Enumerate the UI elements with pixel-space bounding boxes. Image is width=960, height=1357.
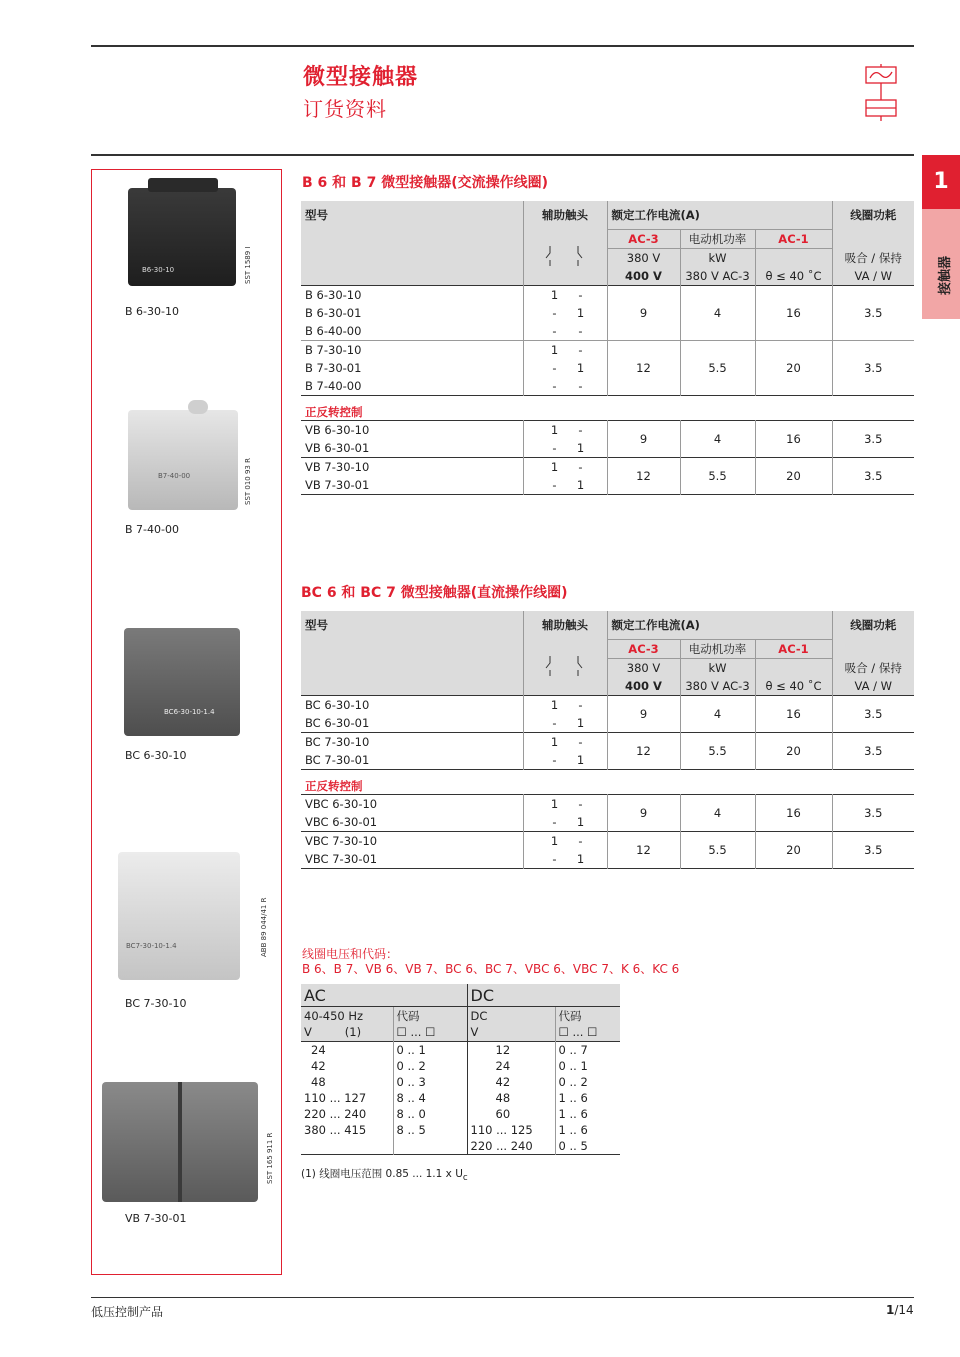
table-row: VB 7-30-10 (305, 460, 370, 474)
contactor-symbol-icon (864, 64, 898, 122)
coil-voltage-heading: 线圈电压和代码： (302, 947, 399, 961)
table-row: B 7-30-01 (305, 361, 362, 375)
ac-code-sub: ☐ ... ☐ (396, 1025, 436, 1039)
v400-label: 400 V (625, 679, 662, 693)
dc-contactor-table: 型号 辅助触头 额定工作电流(A) 线圈功耗 AC-3 电动机功率 AC-1 380 V 400 V kW 380 V AC-3 θ ≤ 40 ˚C 吸合 / 保持 VA / W BC 6-30-10 1 - 9 4 16 3.5 BC 6-30-01 - 1 BC 7-30-10 1 - 12 5.5 20 3.5 BC 7-30-01 - 1 正反转控制 VBC 6-30-10 1 - 9 4 16 3.5 VBC 6-30-01 - 1 VBC 7-30-10 1 - 12 5.5 20 3.5 VBC 7-30-01 - 1 (301, 611, 914, 869)
table-row: VB 7-30-01 (305, 478, 370, 492)
theta-label: θ ≤ 40 ˚C (755, 249, 832, 286)
table-row: B 7-40-00 (305, 379, 362, 393)
chapter-label-tab (922, 209, 960, 319)
table-row: VBC 6-30-10 (305, 797, 378, 811)
table-row: BC 7-30-01 (305, 753, 370, 767)
coil-voltage-models: B 6、B 7、VB 6、VB 7、BC 6、BC 7、VBC 6、VBC 7、K 6、KC 6 (302, 962, 680, 976)
ac3-label: AC-3 (607, 230, 680, 249)
photo-caption-bc7: BC 7-30-10 (125, 997, 187, 1010)
dc-section-title: BC 6 和 BC 7 微型接触器(直流操作线圈) (301, 585, 568, 601)
table-row: B 6-30-01 (305, 306, 362, 320)
col-coil: 线圈功耗 (832, 611, 914, 640)
photo-code-b7: SST 010 93 R (244, 458, 252, 505)
page-subtitle: 订货资料 (303, 97, 387, 121)
aux-contact-icon (542, 244, 588, 268)
ac-label: AC (304, 985, 326, 1005)
col-current: 额定工作电流(A) (607, 201, 832, 230)
dc-label: DC (467, 984, 620, 1007)
theta-label: θ ≤ 40 ˚C (755, 659, 832, 696)
motor-power-label: 电动机功率 (680, 230, 755, 249)
col-aux: 辅助触头 (523, 611, 607, 640)
aux-contact-symbol (523, 640, 607, 696)
col-aux: 辅助触头 (523, 201, 607, 230)
ac-sub2: V (1) (304, 1025, 362, 1039)
col-model: 型号 (305, 208, 328, 222)
ac3-label: AC-3 (607, 640, 680, 659)
product-print-b6: B6-30-10 (142, 266, 175, 274)
product-photo-b7 (128, 410, 238, 510)
page-number: 1/14 (886, 1303, 914, 1317)
reverse-control-label: 正反转控制 (305, 779, 363, 793)
v400-label: 400 V (625, 269, 662, 283)
col-model: 型号 (305, 618, 328, 632)
table-row: VB 6-30-01 (305, 441, 370, 455)
motor-power-label: 电动机功率 (680, 640, 755, 659)
photo-caption-vb7: VB 7-30-01 (125, 1212, 187, 1225)
table-row: B 7-30-10 (305, 343, 362, 357)
chapter-number-tab: 1 (922, 155, 960, 209)
reverse-control-label: 正反转控制 (305, 405, 363, 419)
coil-sub2: VA / W (854, 678, 893, 693)
photo-caption-bc6: BC 6-30-10 (125, 749, 187, 762)
ac1-label: AC-1 (755, 230, 832, 249)
product-print-bc7: BC7-30-10-1.4 (126, 942, 177, 950)
coil-sub2: VA / W (854, 268, 893, 283)
v380-label: 380 V (626, 251, 661, 265)
table-row: B 6-40-00 (305, 324, 362, 338)
col-current: 额定工作电流(A) (607, 611, 832, 640)
coil-sub1: 吸合 / 保持 (844, 660, 902, 675)
table-row: BC 6-30-01 (305, 716, 370, 730)
photo-code-b6: SST 1589 I (244, 246, 252, 284)
product-photo-vb7 (102, 1082, 258, 1202)
table-row: VB 6-30-10 (305, 423, 370, 437)
product-print-bc6: BC6-30-10-1.4 (164, 708, 215, 716)
dc-sub1: DC (470, 1009, 488, 1023)
ac1-label: AC-1 (755, 640, 832, 659)
dc-sub2: V (470, 1025, 479, 1039)
photo-caption-b7: B 7-40-00 (125, 523, 179, 536)
table-row: BC 7-30-10 (305, 735, 370, 749)
ac-sub1: 40-450 Hz (304, 1009, 364, 1023)
kw-sub-label: 380 V AC-3 (685, 679, 750, 693)
ac-section-title: B 6 和 B 7 微型接触器(交流操作线圈) (302, 175, 548, 191)
photo-code-bc7: ABB 89 044/41 R (260, 897, 268, 957)
kw-label: kW (708, 661, 727, 675)
photo-code-vb7: SST 165 911 R (266, 1132, 274, 1184)
kw-label: kW (708, 251, 727, 265)
chapter-label: 接触器 (938, 255, 953, 295)
coil-voltage-table: AC DC 40-450 Hz V (1) 代码 ☐ ... ☐ DC V 代码 ☐ ... ☐ 24 0 .. 1 12 0 .. 7 42 0 .. 2 24 0 .. 1 48 0 .. 3 42 0 .. 2 110 ... 127 8 .. 4 48 1 .. 6 220 ... 240 8 .. 0 60 1 .. 6 380 ... 415 8 .. 5 110 ... 125 1 .. 6 220 ... 240 0 .. 5 (301, 984, 620, 1155)
aux-contact-icon (542, 654, 588, 678)
footer-product-line: 低压控制产品 (91, 1305, 164, 1319)
coil-sub1: 吸合 / 保持 (844, 250, 902, 265)
page-title: 微型接触器 (303, 65, 419, 90)
product-photo-bc6 (124, 628, 240, 736)
table-row: VBC 7-30-01 (305, 852, 378, 866)
coil-voltage-note: (1) 线圈电压范围 0.85 ... 1.1 x $U_c$ (301, 1168, 468, 1184)
v380-label: 380 V (626, 661, 661, 675)
dc-code-label: 代码 (558, 1009, 582, 1023)
product-photo-bc7 (118, 852, 240, 980)
dc-code-sub: ☐ ... ☐ (558, 1025, 598, 1039)
product-print-b7: B7-40-00 (158, 472, 191, 480)
product-photo-b6 (128, 188, 236, 286)
kw-sub-label: 380 V AC-3 (685, 269, 750, 283)
table-row: B 6-30-10 (305, 288, 362, 302)
table-row: BC 6-30-10 (305, 698, 370, 712)
ac-contactor-table: 型号 辅助触头 额定工作电流(A) 线圈功耗 AC-3 电动机功率 AC-1 380 V 400 V kW 380 V AC-3 θ ≤ 40 ˚C 吸合 / 保持 VA / W B 6-30-10 1 - 9 4 16 3.5 B 6-30-01 - 1 B 6-40-00 - - B 7-30-10 1 - 12 5.5 20 3.5 B 7-30-01 - 1 B 7-40-00 - - 正反转控制 VB 6-30-10 1 - 9 4 16 3.5 VB 6-30-01 - 1 VB 7-30-10 1 - 12 5.5 20 3.5 VB 7-30-01 - 1 (301, 201, 914, 495)
photo-caption-b6: B 6-30-10 (125, 305, 179, 318)
table-row: VBC 6-30-01 (305, 815, 378, 829)
aux-contact-symbol (523, 230, 607, 286)
col-coil: 线圈功耗 (832, 201, 914, 230)
ac-code-label: 代码 (396, 1009, 420, 1023)
table-row: VBC 7-30-10 (305, 834, 378, 848)
